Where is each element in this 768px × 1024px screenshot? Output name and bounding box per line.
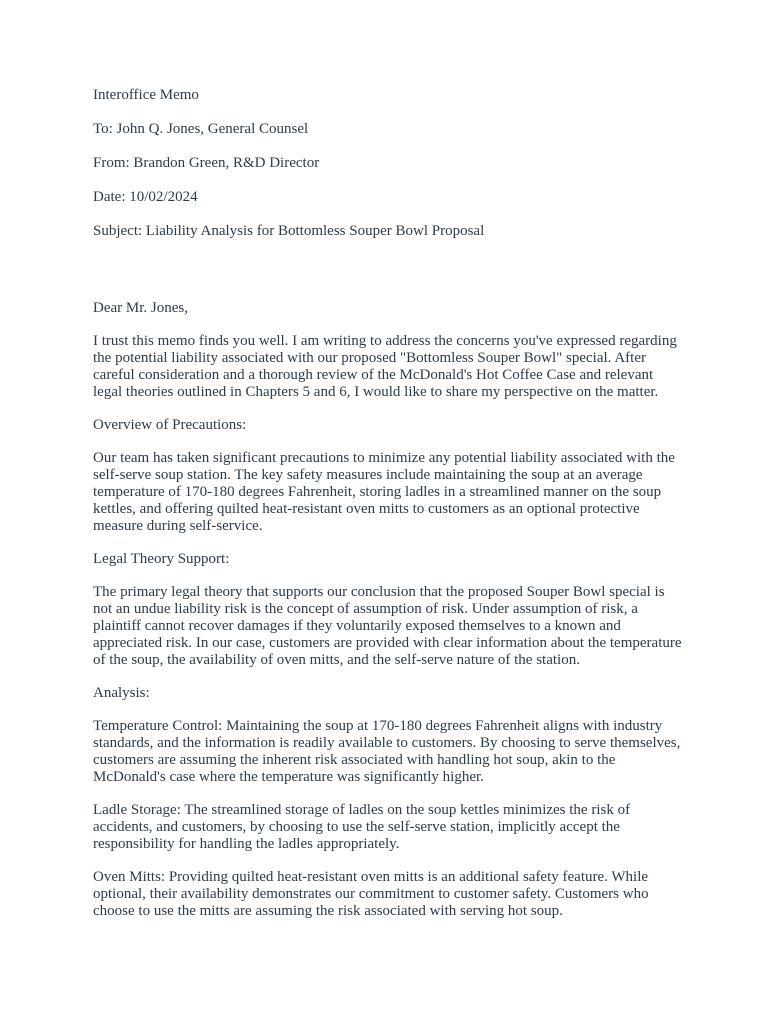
memo-title: Interoffice Memo	[93, 87, 199, 103]
memo-to: To: John Q. Jones, General Counsel	[93, 121, 309, 137]
intro-paragraph: I trust this memo finds you well. I am writing to address the concerns you've expressed regarding the potential liability associated with our proposed "Bottomless Souper Bowl" special. After careful consideration and a thorough review of the McDonald's Hot Coffee Case and relevant legal theories outlined in Chapters 5 and 6, I would like to share my perspective on the matter.	[93, 333, 677, 400]
header-spacer	[93, 257, 683, 300]
memo-document	[93, 87, 683, 936]
legal-theory-paragraph: The primary legal theory that supports our conclusion that the proposed Souper Bowl special is not an undue liability risk is the concept of assumption of risk. Under assumption of risk, a plaintiff cannot recover damages if they voluntarily exposed themselves to a known and appreciated risk. In our case, customers are provided with clear information about the temperature of the soup, the availability of oven mitts, and the self-serve nature of the station.	[93, 584, 682, 668]
analysis-heading: Analysis:	[93, 685, 150, 701]
memo-subject: Subject: Liability Analysis for Bottomless Souper Bowl Proposal	[93, 223, 485, 239]
precautions-heading: Overview of Precautions:	[93, 417, 247, 433]
temperature-control-paragraph: Temperature Control: Maintaining the soup at 170-180 degrees Fahrenheit aligns with industry standards, and the information is readily available to customers. By choosing to serve themselves, customers are assuming the inherent risk associated with handling hot soup, akin to the McDonald's case where the temperature was significantly higher.	[93, 718, 681, 785]
legal-theory-heading: Legal Theory Support:	[93, 551, 230, 567]
memo-date: Date: 10/02/2024	[93, 189, 198, 205]
memo-from: From: Brandon Green, R&D Director	[93, 155, 320, 171]
precautions-paragraph: Our team has taken significant precautions to minimize any potential liability associated with the self-serve soup station. The key safety measures include maintaining the soup at an average temperature of 170-180 degrees Fahrenheit, storing ladles in a streamlined manner on the soup kettles, and offering quilted heat-resistant oven mitts to customers as an optional protective measure during self-service.	[93, 450, 675, 534]
ladle-storage-paragraph: Ladle Storage: The streamlined storage of ladles on the soup kettles minimizes the risk of accidents, and customers, by choosing to use the self-serve station, implicitly accept the responsibility for handling the ladles appropriately.	[93, 802, 631, 852]
salutation: Dear Mr. Jones,	[93, 300, 188, 316]
oven-mitts-paragraph: Oven Mitts: Providing quilted heat-resistant oven mitts is an additional safety feature. While optional, their availability demonstrates our commitment to customer safety. Customers who choose to use the mitts are assuming the risk associated with serving hot soup.	[93, 869, 649, 919]
